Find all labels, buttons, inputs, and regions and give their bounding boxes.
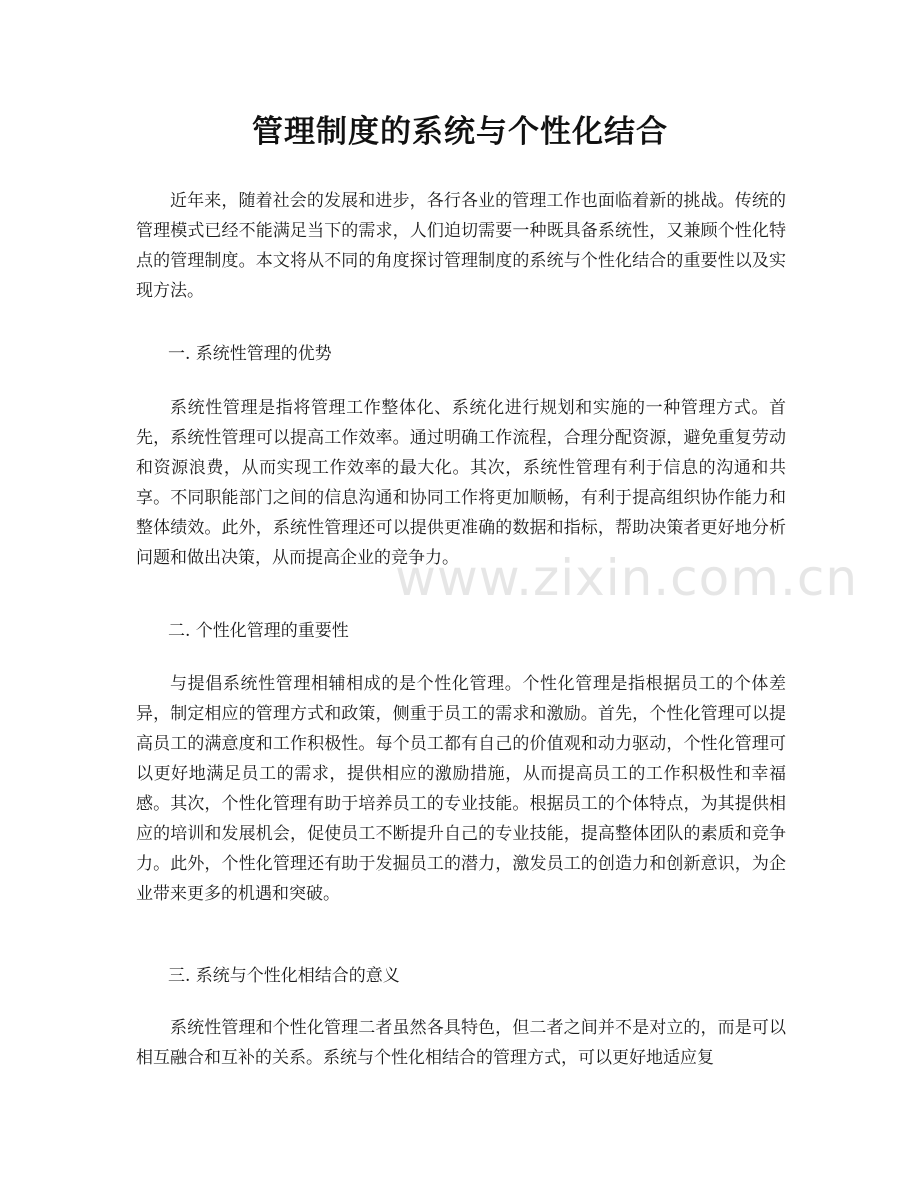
section-heading-3: 三. 系统与个性化相结合的意义 [168,966,400,986]
intro-paragraph: 近年来，随着社会的发展和进步，各行各业的管理工作也面临着新的挑战。传统的管理模式已经不能满足当下的需求，人们迫切需要一种既具备系统性，又兼顾个性化特点的管理制度。本文将从不同的角度探讨管理制度的系统与个性化结合的重要性以及实现方法。 [136,191,786,301]
section-body-2: 与提倡系统性管理相辅相成的是个性化管理。个性化管理是指根据员工的个体差异，制定相应的管理方式和政策，侧重于员工的需求和激励。首先，个性化管理可以提高员工的满意度和工作积极性。每个员工都有自己的价值观和动力驱动，个性化管理可以更好地满足员工的需求，提供相应的激励措施，从而提高员工的工作积极性和幸福感。其次，个性化管理有助于培养员工的专业技能。根据员工的个体特点，为其提供相应的培训和发展机会，促使员工不断提升自己的专业技能，提高整体团队的素质和竞争力。此外，个性化管理还有助于发掘员工的潜力，激发员工的创造力和创新意识，为企业带来更多的机遇和突破。 [136,674,786,904]
section-body-1: 系统性管理是指将管理工作整体化、系统化进行规划和实施的一种管理方式。首先，系统性管理可以提高工作效率。通过明确工作流程，合理分配资源，避免重复劳动和资源浪费，从而实现工作效率的最大化。其次，系统性管理有利于信息的沟通和共享。不同职能部门之间的信息沟通和协同工作将更加顺畅，有利于提高组织协作能力和整体绩效。此外，系统性管理还可以提供更准确的数据和指标，帮助决策者更好地分析问题和做出决策，从而提高企业的竞争力。 [136,398,786,568]
section-heading-1: 一. 系统性管理的优势 [168,344,332,364]
section-body-3: 系统性管理和个性化管理二者虽然各具特色，但二者之间并不是对立的，而是可以相互融合和互补的关系。系统与个性化相结合的管理方式，可以更好地适应复 [136,1018,786,1068]
watermark: www.zixin.com.cn [395,549,859,607]
document-title: 管理制度的系统与个性化结合 [252,114,668,150]
section-heading-2: 二. 个性化管理的重要性 [168,621,349,641]
